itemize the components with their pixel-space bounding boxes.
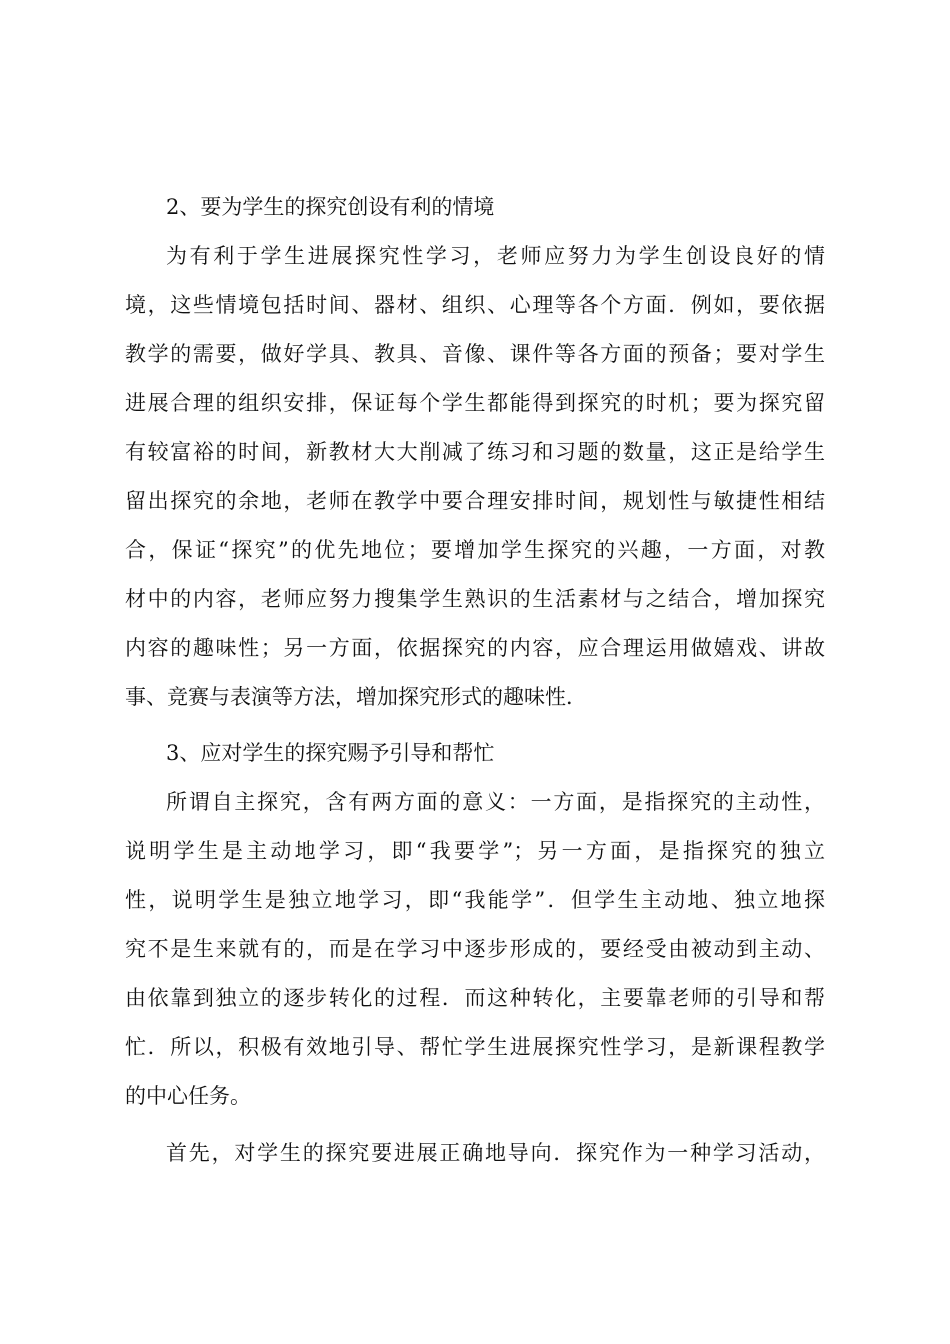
section-2-heading: 2、要为学生的探究创设有利的情境 [166, 195, 495, 219]
paragraph-line: 留出探究的余地，老师在教学中要合理安排时间，规划性与敏捷性相结 [125, 489, 825, 513]
paragraph-line: 材中的内容，老师应努力搜集学生熟识的生活素材与之结合，增加探究 [125, 587, 825, 611]
paragraph-line: 所谓自主探究，含有两方面的意义：一方面，是指探究的主动性， [166, 790, 825, 814]
paragraph-line: 境，这些情境包括时间、器材、组织、心理等各个方面．例如，要依据 [125, 293, 825, 317]
paragraph-line: 由依靠到独立的逐步转化的过程．而这种转化，主要靠老师的引导和帮 [125, 986, 825, 1010]
paragraph-line: 内容的趣味性；另一方面，依据探究的内容，应合理运用做嬉戏、讲故 [125, 636, 825, 660]
paragraph-line: 的中心任务。 [125, 1084, 251, 1108]
paragraph-line: 事、竞赛与表演等方法，增加探究形式的趣味性． [125, 685, 587, 709]
paragraph-line: 有较富裕的时间，新教材大大削减了练习和习题的数量，这正是给学生 [125, 440, 825, 464]
paragraph-line: 教学的需要，做好学具、教具、音像、课件等各方面的预备；要对学生 [125, 342, 825, 366]
paragraph-line: 忙．所以，积极有效地引导、帮忙学生进展探究性学习，是新课程教学 [125, 1035, 825, 1059]
paragraph-line: 进展合理的组织安排，保证每个学生都能得到探究的时机；要为探究留 [125, 391, 825, 415]
paragraph-line: 首先，对学生的探究要进展正确地导向．探究作为一种学习活动， [166, 1141, 825, 1165]
section-3-heading: 3、应对学生的探究赐予引导和帮忙 [166, 741, 495, 765]
paragraph-line: 合，保证“探究”的优先地位；要增加学生探究的兴趣，一方面，对教 [125, 538, 825, 562]
paragraph-line: 为有利于学生进展探究性学习，老师应努力为学生创设良好的情 [166, 244, 825, 268]
paragraph-line: 性，说明学生是独立地学习，即“我能学”．但学生主动地、独立地探 [125, 888, 825, 912]
paragraph-line: 说明学生是主动地学习，即“我要学”；另一方面，是指探究的独立 [125, 839, 825, 863]
paragraph-line: 究不是生来就有的，而是在学习中逐步形成的，要经受由被动到主动、 [125, 937, 825, 961]
